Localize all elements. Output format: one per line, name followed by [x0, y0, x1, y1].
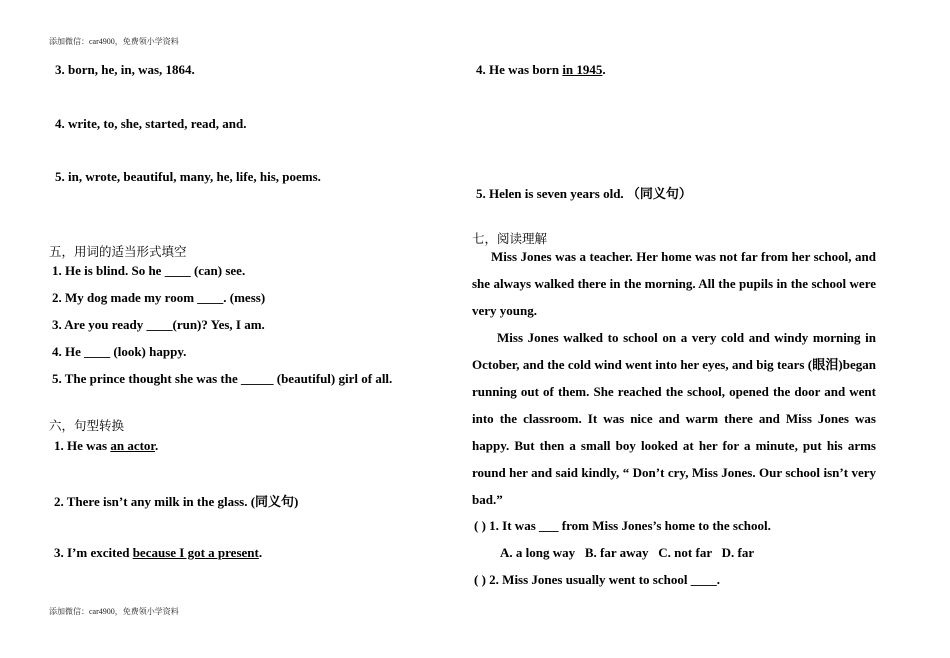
reading-question-1-options: A. a long way B. far away C. not far D. far: [500, 545, 755, 560]
section-7-title: 七，阅读理解: [472, 231, 548, 246]
item-suffix: .: [258, 545, 263, 560]
question-text: 2. Miss Jones usually went to school ____.: [489, 572, 720, 587]
item-suffix: .: [155, 438, 159, 453]
item-text: born, he, in, was, 1864.: [68, 62, 195, 77]
item-number: 5.: [55, 169, 65, 184]
reading-question-1: [474, 518, 771, 534]
transform-item-5: 5. Helen is seven years old. （同义句）: [476, 186, 692, 201]
item-suffix: .: [602, 62, 606, 77]
word-order-item-3: [55, 62, 195, 78]
fill-blank-item-4: 4. He ____ (look) happy.: [52, 344, 187, 359]
item-number: 4.: [55, 116, 65, 131]
answer-paren: ( ): [474, 518, 486, 533]
reading-paragraph-2: Miss Jones walked to school on a very cold and windy morning in October, and the cold wind went into her eyes, and big tears (眼泪)began running out of them. She reached the school, opened the door and went into the classroom. It was nice and warm there and Miss Jones was happy. But then a small boy looked at her for a minute, put his arms round her and said kindly, “ Don’t cry, Miss Jones. Our school isn’t very bad.”: [472, 330, 876, 507]
section-5-title: 五，用词的适当形式填空: [49, 244, 187, 259]
fill-blank-item-3: 3. Are you ready ____(run)? Yes, I am.: [52, 317, 265, 332]
item-text: in, wrote, beautiful, many, he, life, his, poems.: [68, 169, 321, 184]
item-prefix: 3. I’m excited: [54, 545, 133, 560]
item-prefix: 1. He was: [54, 438, 111, 453]
question-text: 1. It was ___ from Miss Jones’s home to the school.: [489, 518, 771, 533]
footer-note: 添加微信：car4900，免费领小学资料: [49, 607, 179, 616]
item-prefix: 4. He was born: [476, 62, 563, 77]
word-order-item-5: [55, 169, 321, 185]
item-text: write, to, she, started, read, and.: [68, 116, 247, 131]
transform-item-3: [54, 545, 262, 561]
header-note: 添加微信：car4900，免费领小学资料: [49, 37, 179, 46]
transform-item-4: [476, 62, 606, 78]
fill-blank-item-5: 5. The prince thought she was the _____ (beautiful) girl of all.: [52, 371, 393, 386]
transform-item-2: 2. There isn’t any milk in the glass. (同义句): [54, 494, 299, 509]
underlined-phrase: in 1945: [562, 62, 603, 77]
underlined-phrase: an actor: [110, 438, 155, 453]
item-number: 3.: [55, 62, 65, 77]
underlined-phrase: because I got a present: [132, 545, 259, 560]
transform-item-1: [54, 438, 158, 454]
fill-blank-item-2: 2. My dog made my room ____. (mess): [52, 290, 266, 305]
reading-question-2: [474, 572, 720, 588]
answer-paren: ( ): [474, 572, 486, 587]
word-order-item-4: [55, 116, 247, 132]
section-6-title: 六，句型转换: [49, 418, 125, 433]
fill-blank-item-1: 1. He is blind. So he ____ (can) see.: [52, 263, 246, 278]
reading-paragraph-1: Miss Jones was a teacher. Her home was not far from her school, and she always walked there in the morning. All the pupils in the school were very young.: [472, 249, 876, 318]
